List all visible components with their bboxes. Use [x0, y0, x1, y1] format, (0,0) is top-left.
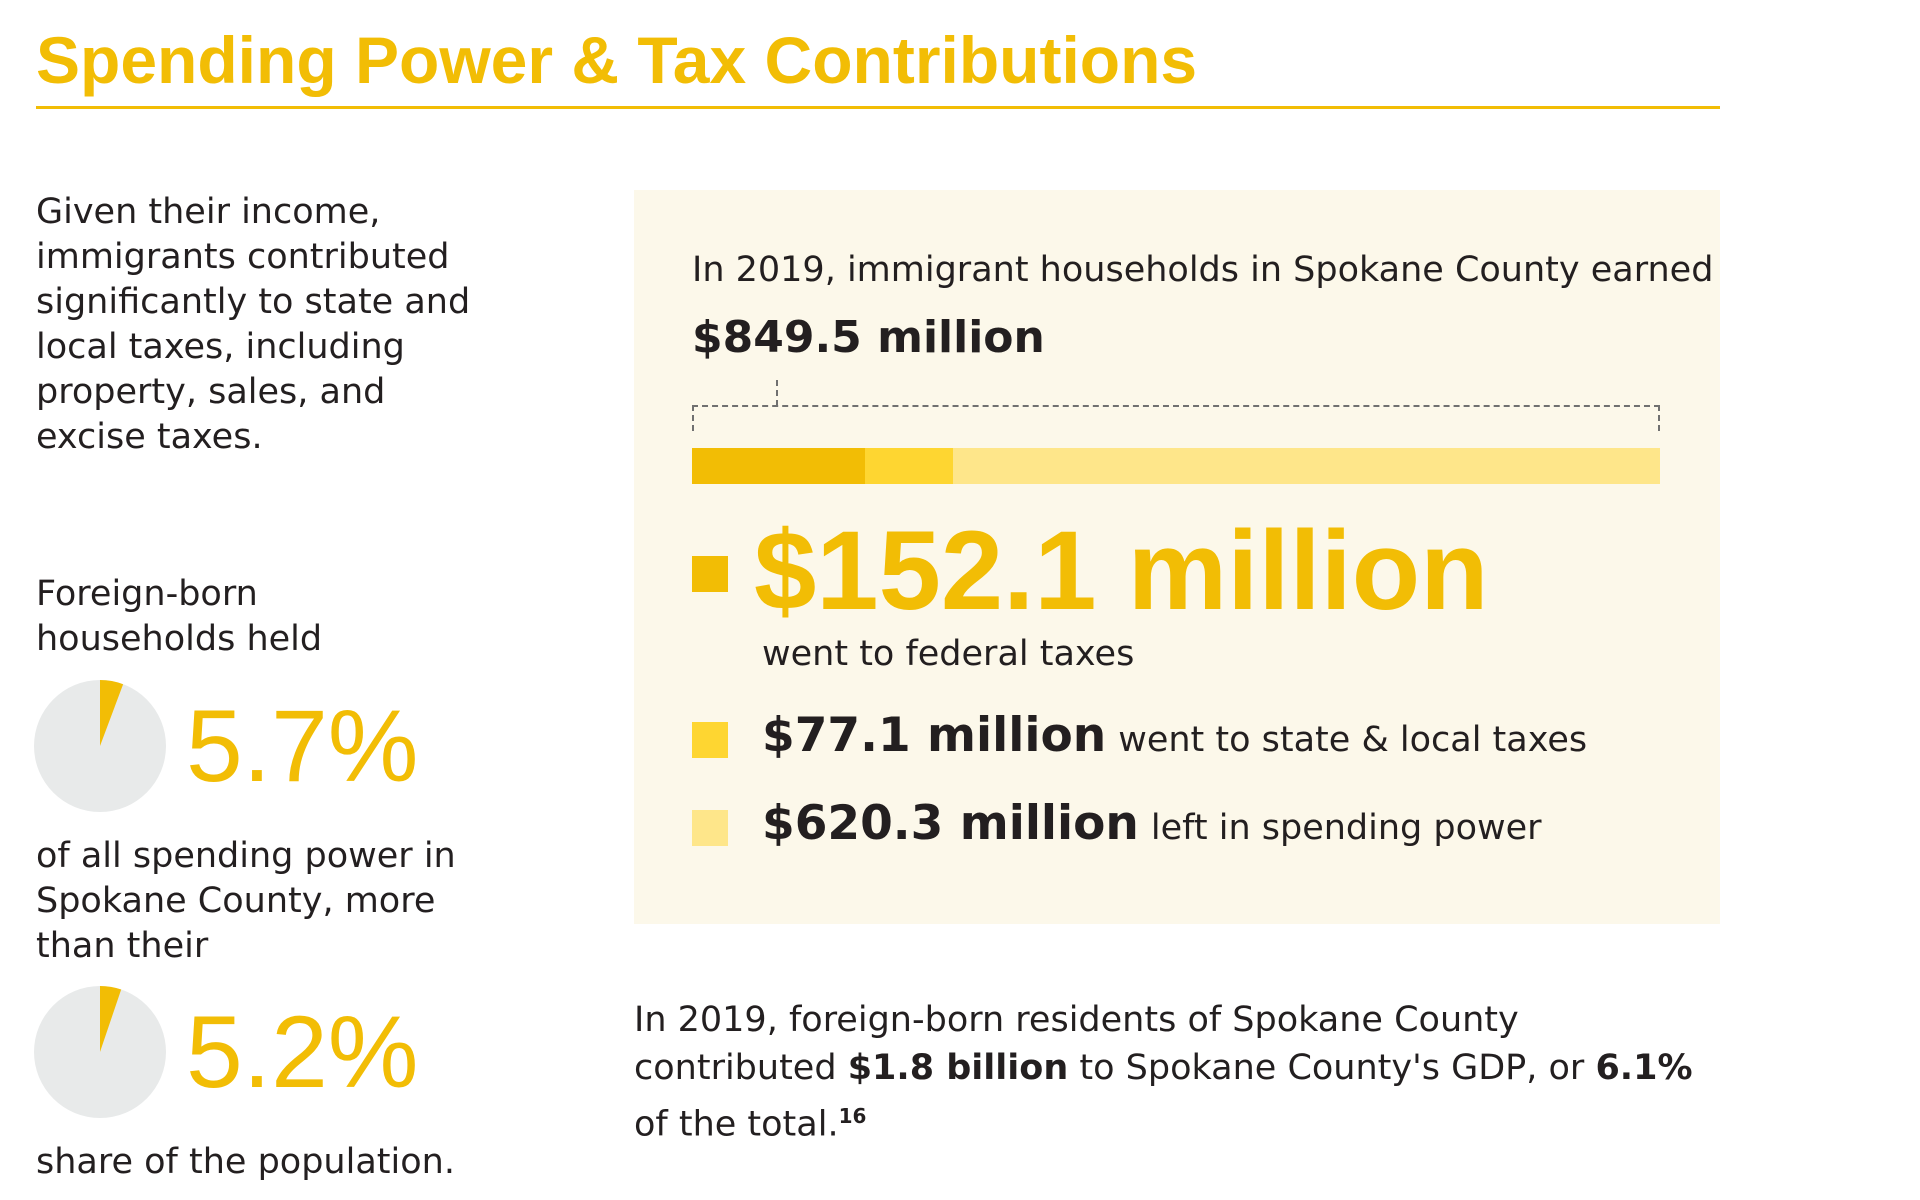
population-stat [34, 986, 419, 1118]
bar-segment-state-local [865, 448, 953, 484]
bar-segment-federal [692, 448, 865, 484]
gdp-statement [634, 996, 1720, 1149]
households-held-text: Foreign-born households held [36, 574, 323, 659]
income-stacked-bar [692, 448, 1660, 484]
population-text: share of the population. [36, 1142, 455, 1182]
spending-power-percent: 5.7% [186, 689, 419, 803]
spending-power-text: of all spending power in Spokane County, more than their [36, 836, 456, 966]
spending-label: left in spending power [1150, 808, 1542, 848]
spending-row [762, 796, 1542, 851]
earnings-total: $849.5 million [692, 312, 1045, 363]
spending-amount: $620.3 million [762, 796, 1139, 851]
spending-power-stat [34, 680, 419, 812]
population-pie [34, 986, 166, 1118]
federal-legend-square [692, 556, 728, 592]
footnote-marker: 16 [838, 1104, 867, 1128]
bracket-tick [776, 380, 778, 406]
intro-paragraph: Given their income, immigrants contributed significantly to state and local taxes, including property, sales, and excise taxes. [36, 192, 471, 457]
gdp-text-post: of the total. [634, 1104, 839, 1145]
spending-legend-square [692, 810, 728, 846]
title-rule [36, 106, 1720, 109]
page-title: Spending Power & Tax Contributions [36, 23, 1198, 97]
gdp-text-pre: In 2019, foreign-born residents of Spokane County contributed [634, 1000, 1519, 1088]
state-tax-amount: $77.1 million [762, 708, 1107, 763]
population-percent: 5.2% [186, 995, 419, 1109]
gdp-amount: $1.8 billion [847, 1048, 1069, 1088]
gdp-share: 6.1% [1595, 1048, 1693, 1088]
earnings-panel [634, 190, 1720, 924]
federal-tax-amount: $152.1 million [754, 508, 1489, 633]
state-legend-square [692, 722, 728, 758]
total-bracket [692, 405, 1660, 431]
gdp-text-mid: to Spokane County's GDP, or [1079, 1048, 1585, 1088]
federal-tax-label: went to federal taxes [762, 634, 1135, 674]
state-tax-row [762, 708, 1587, 763]
earnings-intro: In 2019, immigrant households in Spokane County earned [692, 250, 1714, 290]
bar-segment-spending [953, 448, 1660, 484]
state-tax-label: went to state & local taxes [1118, 720, 1588, 760]
spending-power-pie [34, 680, 166, 812]
